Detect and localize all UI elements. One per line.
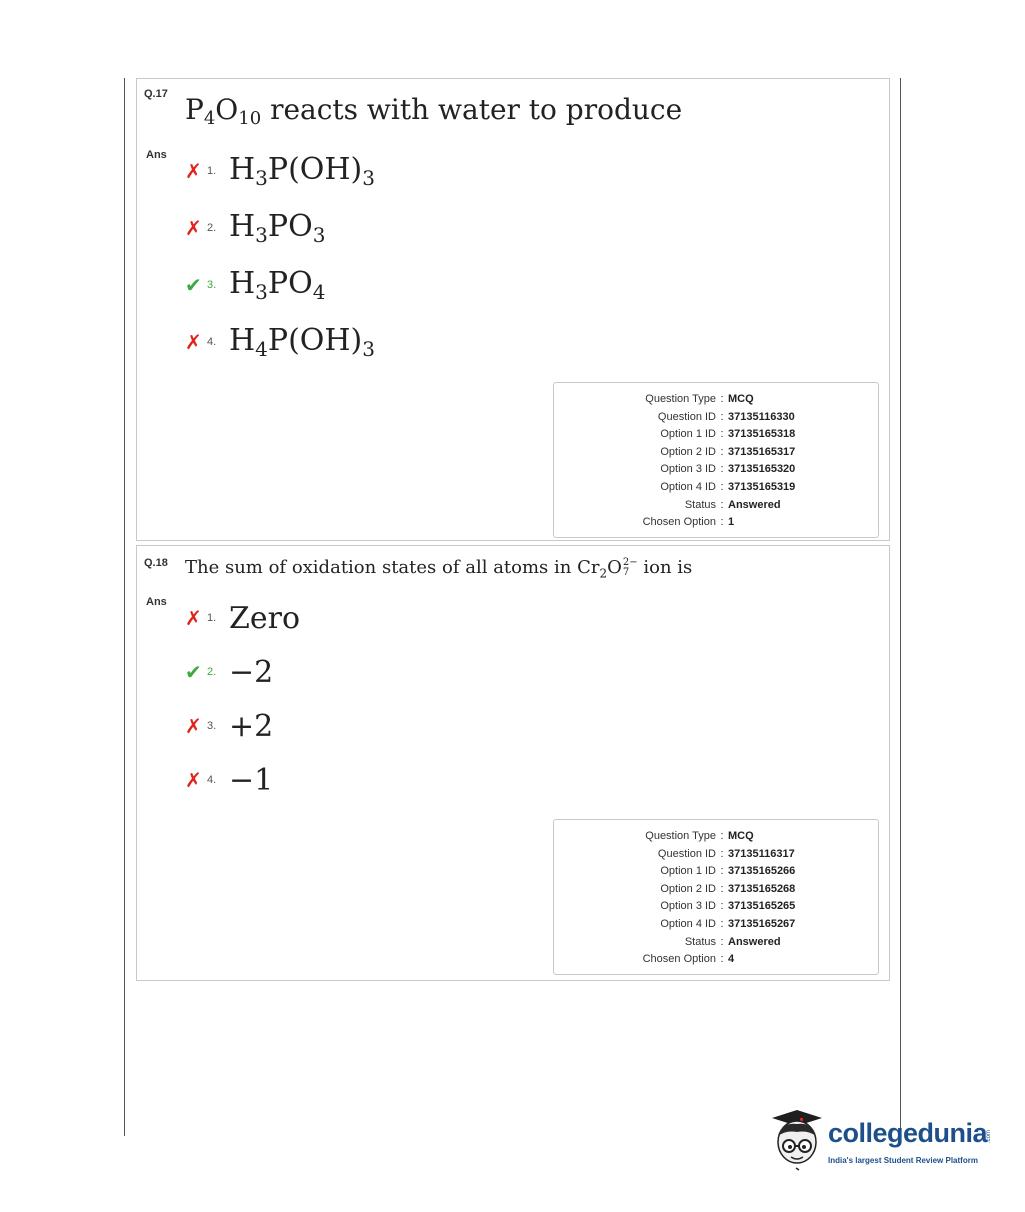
meta-separator: : [720, 953, 724, 966]
question-meta-panel [553, 382, 879, 538]
brand-tagline: India's largest Student Review Platform [828, 1156, 978, 1165]
question-number: Q.17 [144, 88, 168, 100]
option-text: $H_4P(OH)_3$ [229, 323, 375, 361]
meta-value: 37135165265 [728, 900, 796, 913]
meta-value: Answered [728, 498, 781, 511]
meta-separator: : [720, 410, 724, 423]
meta-label: Chosen Option [642, 516, 716, 529]
option-3 [185, 706, 273, 746]
meta-value: 37135165320 [728, 463, 796, 476]
meta-row [554, 846, 878, 864]
meta-row [554, 863, 878, 881]
brand-suffix: .com [986, 1130, 992, 1144]
meta-value: 4 [728, 953, 735, 966]
meta-label: Option 3 ID [660, 900, 716, 913]
option-4 [185, 322, 375, 362]
meta-label: Option 2 ID [660, 445, 716, 458]
option-1 [185, 151, 375, 191]
question-17-block [136, 78, 890, 541]
option-text: −1 [229, 762, 274, 798]
option-number: 2. [207, 666, 217, 678]
question-18-block [136, 545, 890, 981]
meta-separator: : [720, 830, 724, 842]
meta-value: 37135165317 [728, 445, 796, 458]
cross-icon: ✗ [185, 768, 202, 792]
meta-separator: : [720, 463, 724, 476]
question-text: $P_4O_{10}$ reacts with water to produce [185, 93, 683, 129]
option-2 [185, 652, 273, 692]
option-3 [185, 265, 325, 305]
meta-row [554, 828, 878, 846]
option-text: $H_3P(OH)_3$ [229, 152, 375, 190]
meta-label: Question Type [645, 830, 716, 842]
meta-value: MCQ [728, 830, 754, 842]
meta-value: 37135165267 [728, 917, 796, 930]
meta-label: Option 4 ID [660, 917, 716, 930]
meta-label: Chosen Option [642, 953, 716, 966]
meta-separator: : [720, 865, 724, 878]
option-text: $H_3PO_4$ [229, 266, 326, 304]
meta-row [554, 479, 878, 497]
meta-value: Answered [728, 935, 781, 948]
meta-separator: : [720, 847, 724, 860]
meta-value: 37135165268 [728, 882, 796, 895]
option-number: 4. [207, 336, 217, 348]
meta-separator: : [720, 900, 724, 913]
option-4 [185, 760, 273, 800]
meta-row [554, 898, 878, 916]
answer-label: Ans [146, 149, 167, 161]
meta-value: 37135165318 [728, 428, 796, 441]
meta-label: Question Type [645, 393, 716, 405]
cross-icon: ✗ [185, 714, 202, 738]
option-number: 4. [207, 774, 217, 786]
meta-value: 1 [728, 516, 735, 529]
option-2 [185, 208, 325, 248]
meta-separator: : [720, 516, 724, 529]
meta-label: Option 1 ID [660, 428, 716, 441]
meta-label: Option 4 ID [660, 480, 716, 493]
meta-row [554, 934, 878, 952]
meta-label: Status [684, 498, 716, 511]
right-margin-line [900, 78, 901, 1138]
meta-separator: : [720, 498, 724, 511]
option-text: $H_3PO_3$ [229, 209, 326, 247]
check-icon: ✔ [185, 273, 202, 297]
meta-value: 37135165266 [728, 865, 796, 878]
meta-row [554, 444, 878, 462]
meta-value: 37135116330 [728, 410, 795, 423]
option-number: 3. [207, 279, 217, 291]
mascot-icon [768, 1104, 826, 1174]
answer-label: Ans [146, 596, 167, 608]
option-number: 1. [207, 612, 217, 624]
meta-separator: : [720, 935, 724, 948]
cross-icon: ✗ [185, 330, 202, 354]
cross-icon: ✗ [185, 606, 202, 630]
meta-row [554, 391, 878, 409]
cross-icon: ✗ [185, 216, 202, 240]
meta-row [554, 461, 878, 479]
meta-row [554, 916, 878, 934]
question-text: The sum of oxidation states of all atoms in $Cr_2O$ 2− 7 ion is [185, 557, 693, 581]
option-1 [185, 598, 300, 638]
meta-value: 37135116317 [728, 847, 795, 860]
meta-separator: : [720, 480, 724, 493]
meta-separator: : [720, 445, 724, 458]
meta-separator: : [720, 428, 724, 441]
meta-label: Option 3 ID [660, 463, 716, 476]
option-number: 1. [207, 165, 217, 177]
option-text: −2 [229, 654, 274, 690]
meta-separator: : [720, 882, 724, 895]
meta-row [554, 409, 878, 427]
option-number: 3. [207, 720, 217, 732]
collegedunia-logo [768, 1104, 998, 1174]
meta-label: Question ID [657, 410, 716, 423]
meta-separator: : [720, 393, 724, 405]
check-icon: ✔ [185, 660, 202, 684]
meta-label: Question ID [657, 847, 716, 860]
option-text: +2 [229, 708, 274, 744]
meta-row [554, 951, 878, 969]
meta-row [554, 426, 878, 444]
meta-value: 37135165319 [728, 480, 796, 493]
cross-icon: ✗ [185, 159, 202, 183]
question-meta-panel [553, 819, 879, 975]
meta-value: MCQ [728, 393, 754, 405]
question-number: Q.18 [144, 557, 168, 569]
meta-row [554, 514, 878, 532]
meta-label: Option 2 ID [660, 882, 716, 895]
brand-name: collegedunia [828, 1118, 988, 1148]
option-number: 2. [207, 222, 217, 234]
meta-label: Option 1 ID [660, 865, 716, 878]
meta-row [554, 881, 878, 899]
meta-separator: : [720, 917, 724, 930]
meta-row [554, 497, 878, 515]
meta-label: Status [684, 935, 716, 948]
option-text: Zero [229, 600, 301, 636]
left-margin-line [124, 78, 125, 1136]
